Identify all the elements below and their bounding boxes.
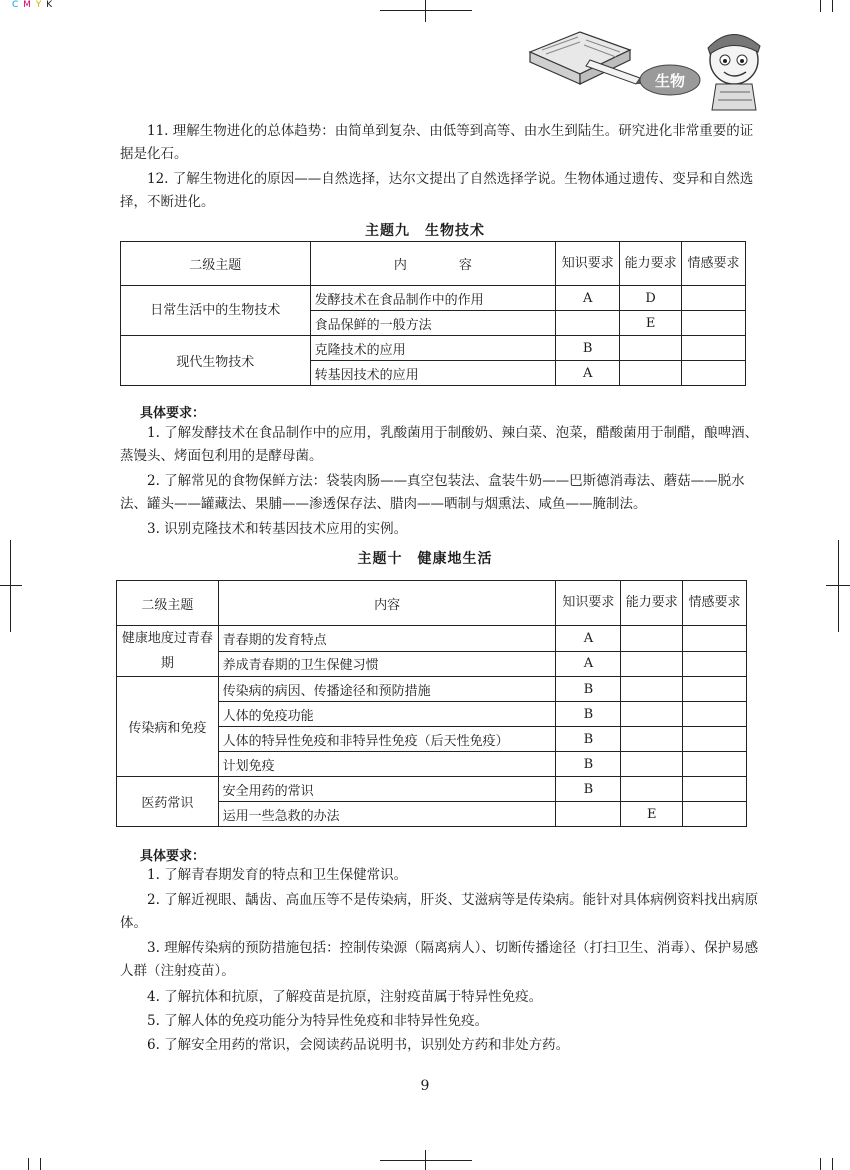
row-emotion <box>683 626 747 652</box>
row-ability <box>621 651 683 677</box>
crop-mark-corner-tr2 <box>832 0 833 12</box>
crop-mark-corner-br2 <box>832 1158 833 1170</box>
row-knowledge: B <box>556 677 621 702</box>
table-header-row <box>117 581 747 626</box>
row-emotion <box>683 802 747 827</box>
row-content: 克隆技术的应用 <box>310 336 556 361</box>
row-knowledge: A <box>556 626 621 652</box>
header-sub-topic: 二级主题 <box>121 242 311 286</box>
group-name: 现代生物技术 <box>121 336 311 386</box>
row-ability <box>621 677 683 702</box>
badge-label: 生物 <box>654 72 686 90</box>
row-content: 食品保鲜的一般方法 <box>310 311 556 336</box>
group-name: 健康地度过青春期 <box>117 626 219 677</box>
header-sub-topic: 二级主题 <box>117 581 219 626</box>
row-emotion <box>682 286 746 311</box>
header-illustration <box>520 12 770 112</box>
paragraph-evolution-cause: 12. 了解生物进化的原因——自然选择，达尔文提出了自然选择学说。生物体通过遗传、变异和自然选择，不断进化。 <box>120 171 754 210</box>
table-row <box>117 626 747 652</box>
header-ability: 能力要求 <box>620 242 682 286</box>
row-content: 运用一些急救的办法 <box>218 802 556 827</box>
topic10-requirement-3: 3. 理解传染病的预防措施包括：控制传染源（隔离病人）、切断传播途径（打扫卫生、消毒）、保护易感人群（注射疫苗）。 <box>120 940 759 979</box>
topic9-requirement-3: 3. 识别克隆技术和转基因技术应用的实例。 <box>147 521 408 537</box>
row-emotion <box>683 752 747 777</box>
row-emotion <box>683 651 747 677</box>
row-knowledge <box>556 311 620 336</box>
badge-ellipse <box>640 65 700 95</box>
crop-mark-right-horizontal <box>826 585 850 586</box>
cmyk-color-bar <box>12 0 53 10</box>
crop-mark-left-horizontal <box>0 585 22 586</box>
row-emotion <box>682 311 746 336</box>
row-ability: E <box>621 802 683 827</box>
cmyk-m: M <box>23 0 32 10</box>
row-ability <box>621 752 683 777</box>
topic10-table <box>116 580 747 827</box>
row-emotion <box>682 361 746 386</box>
crop-mark-corner-bl <box>28 1158 29 1170</box>
header-emotion: 情感要求 <box>682 242 746 286</box>
row-content: 养成青春期的卫生保健习惯 <box>218 651 556 677</box>
header-content: 内 容 <box>310 242 556 286</box>
group-name: 日常生活中的生物技术 <box>121 286 311 336</box>
table-row <box>121 286 746 311</box>
row-ability <box>620 336 682 361</box>
row-content: 发酵技术在食品制作中的作用 <box>310 286 556 311</box>
header-knowledge: 知识要求 <box>556 242 620 286</box>
table-row <box>117 777 747 802</box>
cmyk-k: K <box>46 0 54 10</box>
row-emotion <box>683 677 747 702</box>
topic10-requirement-6: 6. 了解安全用药的常识，会阅读药品说明书，识别处方药和非处方药。 <box>147 1037 570 1053</box>
row-knowledge: B <box>556 336 620 361</box>
topic10-title: 主题十 健康地生活 <box>357 551 493 567</box>
row-content: 人体的特异性免疫和非特异性免疫（后天性免疫） <box>218 727 556 752</box>
crop-mark-corner-br <box>820 1158 821 1170</box>
row-ability <box>621 777 683 802</box>
row-ability <box>620 361 682 386</box>
row-knowledge: B <box>556 752 621 777</box>
crop-mark-top <box>380 10 472 11</box>
row-content: 转基因技术的应用 <box>310 361 556 386</box>
row-content: 人体的免疫功能 <box>218 702 556 727</box>
topic10-requirement-4: 4. 了解抗体和抗原，了解疫苗是抗原，注射疫苗属于特异性免疫。 <box>147 989 543 1005</box>
header-ability: 能力要求 <box>621 581 683 626</box>
cmyk-c: C <box>12 0 20 10</box>
table-row <box>117 677 747 702</box>
crop-mark-bottom-vertical <box>425 1150 426 1170</box>
row-knowledge: B <box>556 727 621 752</box>
row-knowledge <box>556 802 621 827</box>
group-name: 传染病和免疫 <box>117 677 219 777</box>
row-emotion <box>683 702 747 727</box>
row-emotion <box>683 727 747 752</box>
table-row <box>121 336 746 361</box>
topic9-title: 主题九 生物技术 <box>365 223 485 239</box>
row-content: 青春期的发育特点 <box>218 626 556 652</box>
row-content: 计划免疫 <box>218 752 556 777</box>
group-name: 医药常识 <box>117 777 219 827</box>
row-knowledge: B <box>556 777 621 802</box>
topic9-table <box>120 241 746 386</box>
cartoon-character-icon <box>708 34 760 110</box>
row-ability <box>621 727 683 752</box>
topic9-requirement-1: 1. 了解发酵技术在食品制作中的应用，乳酸菌用于制酸奶、辣白菜、泡菜，醋酸菌用于制醋，酿啤酒、蒸馒头、烤面包利用的是酵母菌。 <box>120 425 759 464</box>
row-content: 安全用药的常识 <box>218 777 556 802</box>
row-knowledge: A <box>556 286 620 311</box>
row-knowledge: A <box>556 361 620 386</box>
crop-mark-top-vertical <box>425 0 426 22</box>
topic10-requirement-1: 1. 了解青春期发育的特点和卫生保健常识。 <box>147 867 408 883</box>
paragraph-evolution-trend: 11. 理解生物进化的总体趋势：由简单到复杂、由低等到高等、由水生到陆生。研究进化非常重要的证据是化石。 <box>120 123 754 162</box>
row-knowledge: A <box>556 651 621 677</box>
row-ability: E <box>620 311 682 336</box>
row-knowledge: B <box>556 702 621 727</box>
row-emotion <box>682 336 746 361</box>
table-header-row <box>121 242 746 286</box>
crop-mark-corner-tr <box>820 0 821 12</box>
topic9-requirement-2: 2. 了解常见的食物保鲜方法：袋装肉肠——真空包装法、盒装牛奶——巴斯德消毒法、蘑菇——脱水法、罐头——罐藏法、果脯——渗透保存法、腊肉——晒制与烟熏法、咸鱼——腌制法。 <box>120 473 745 512</box>
cmyk-y: Y <box>35 0 43 10</box>
row-ability <box>621 702 683 727</box>
header-emotion: 情感要求 <box>683 581 747 626</box>
topic10-requirement-2: 2. 了解近视眼、龋齿、高血压等不是传染病，肝炎、艾滋病等是传染病。能针对具体病例资料找出病原体。 <box>120 892 759 931</box>
topic9-requirements-heading: 具体要求： <box>140 406 206 421</box>
topic10-requirements-heading: 具体要求： <box>140 849 206 864</box>
row-ability: D <box>620 286 682 311</box>
crop-mark-corner-bl2 <box>40 1158 41 1170</box>
row-content: 传染病的病因、传播途径和预防措施 <box>218 677 556 702</box>
row-ability <box>621 626 683 652</box>
page-number: 9 <box>420 1078 430 1094</box>
row-emotion <box>683 777 747 802</box>
header-content: 内容 <box>218 581 556 626</box>
header-knowledge: 知识要求 <box>556 581 621 626</box>
crop-mark-bottom <box>380 1160 472 1161</box>
topic10-requirement-5: 5. 了解人体的免疫功能分为特异性免疫和非特异性免疫。 <box>147 1013 489 1029</box>
